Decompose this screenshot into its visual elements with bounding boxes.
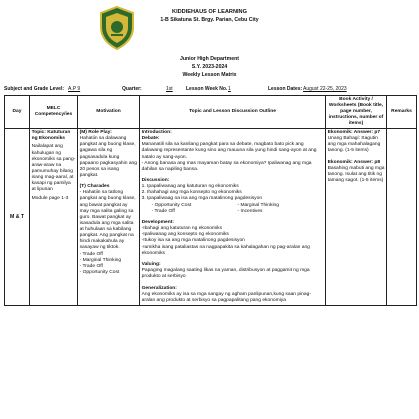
generalization-text: Ang ekonomiks ay isa sa mga sangay ng agham panlipunan,kung saan pinag-aralan ang produkto at serbisyo sa pagpapalitang pang ekonomiya xyxy=(141,291,311,303)
book-item-text: Basahing mabuti ang mga tanong. Isulat ang titik ng tamang sagot. (1-5 items) xyxy=(327,165,385,184)
generalization-title: Generalization: xyxy=(141,285,177,291)
debate-text: Mananatili sila sa kanilang pangkat para sa debate, magbato bato pick ang dalawang representante kung sino ang mauuna sila yung hindi sang-ayon at ang natalo ay sang-ayon. xyxy=(141,142,317,160)
col-outline: Topic and Lesson Discussion Outline xyxy=(140,96,326,129)
charades-word: - Trade Off xyxy=(79,251,103,257)
day-cell: M & T xyxy=(5,129,30,305)
charades-title: (T) Charades xyxy=(79,184,110,190)
charades-text: - Hahatiin sa tatlong pangkat ang buong klase, ang bawat pangkat ay may mga salita galing sa guro. Bawat pangkat ay isasadula ang mga salita at huhulaan sa kabilang pangkat. Ang pangkat na hindi makakahula ay sasayaw ng tiktok. xyxy=(79,190,136,251)
col-books: Book Activity / Worksheets (Book title, page number, instructions, number of items) xyxy=(326,96,387,129)
concept-item: - Trade Off xyxy=(151,208,175,214)
development-item: -Itukoy isa sa ang mga matalinong pagdesisyon xyxy=(141,238,245,244)
dates-label: Lesson Dates: xyxy=(268,86,303,92)
roleplay-title: (M) Role Play: xyxy=(79,130,112,136)
col-melc: MELC Competency/ies xyxy=(30,96,78,129)
week-label: Lesson Week No. xyxy=(186,86,228,92)
charades-word: - Opportunity Cost xyxy=(79,269,120,275)
col-day: Day xyxy=(5,96,30,129)
debate-title: Debate: xyxy=(141,136,160,142)
development-item: -Ibahagi ang katuturan ng ekonomiks xyxy=(141,226,223,232)
school-name: KIDDIEHAUS OF LEARNING xyxy=(172,9,247,15)
book-item-text: Unang Bahagi: Sagutin ang mga mahahalagang tanong. (1-5 items) xyxy=(327,136,381,154)
development-item: -Iumikha isang pataliastas na nagpapakita sa kahalagahan ng pag-aralan ang ekonomiks xyxy=(141,244,310,256)
col-remarks: Remarks xyxy=(387,96,417,129)
melc-text: Nailalapat ang kahulugan ng ekonomiks sa pang-araw-araw na pamumuhay bilang isang mag-aaral, at kasapi ng pamilya at lipunan xyxy=(31,144,76,193)
week-value: 1 xyxy=(228,86,231,92)
charades-word: - Trade Off xyxy=(79,263,103,269)
melc-module: Module page 1-3 xyxy=(31,195,69,201)
book-item-title: Ekonomik: Answer: p8 xyxy=(327,159,381,165)
book-item-title: Ekonomik: Answer: p7 xyxy=(327,130,381,136)
quarter-label: Quarter: xyxy=(122,86,142,92)
discussion-item: 3. Ipapaliwaag na isa ang mga matalinong pagdesisyon xyxy=(141,196,263,202)
school-address: 1-B Sikatuna St. Brgy. Parian, Cebu City xyxy=(160,17,259,23)
table-row xyxy=(5,129,417,305)
debate-question: - Anong banasa ang mas mayaman batay sa ekonomiya? Ipaliwanag ang mga dahilan sa napiling bansa. xyxy=(141,160,312,172)
lesson-matrix-table xyxy=(4,95,417,306)
intro-title: Introduction: xyxy=(141,130,172,136)
valuing-title: Valuing: xyxy=(141,261,161,267)
discussion-item: 1. Ipapaliwanag ang katuturan ng ekonomiks xyxy=(141,184,239,190)
table-header-row xyxy=(5,96,417,129)
quarter-value: 1st xyxy=(166,86,173,92)
dates-value: August 22-25, 2023 xyxy=(303,86,347,92)
col-motivation: Motivation xyxy=(78,96,140,129)
concept-item: - Marginal Thinking xyxy=(237,202,279,208)
charades-word: - Marginal Thinking xyxy=(79,257,122,263)
concept-item: - Opportunity Cost xyxy=(151,202,192,208)
discussion-title: Discussion: xyxy=(141,178,170,184)
melc-topic: Topic: Katuturan ng Ekonomiks xyxy=(31,130,71,142)
concept-item: - Incentives xyxy=(237,208,263,214)
document-title: Weekly Lesson Matrix xyxy=(182,72,237,78)
development-item: -Ipaliwanag ang konsepto ng ekonomiks xyxy=(141,232,229,238)
motivation-cell xyxy=(78,129,140,305)
melc-cell xyxy=(30,129,78,305)
development-title: Development: xyxy=(141,220,174,226)
department: Junior High Department xyxy=(179,56,240,62)
roleplay-text: Hahatiin sa dalawang pangkat ang buong klase, gagawa sila ng pagsasadula kung papaano pagkasyahin ang 20 pesos sa isang pangkat. xyxy=(79,136,137,178)
subject-value: A.P 9 xyxy=(68,86,81,92)
concept-row xyxy=(142,209,324,215)
subject-label: Subject and Grade Level: xyxy=(4,86,65,92)
discussion-item: 2. Ihahahagi ang mga konsepto ng ekonomiks xyxy=(141,190,242,196)
valuing-text: Papaging magalang saating likas na yaman, distribusyon at paggamit ng mga produkto at serbisyo xyxy=(141,268,310,280)
school-year: S.Y. 2023-2024 xyxy=(191,64,228,70)
lesson-meta-row xyxy=(0,86,419,95)
remarks-cell xyxy=(387,129,417,305)
outline-cell xyxy=(140,129,326,305)
books-cell xyxy=(326,129,387,305)
